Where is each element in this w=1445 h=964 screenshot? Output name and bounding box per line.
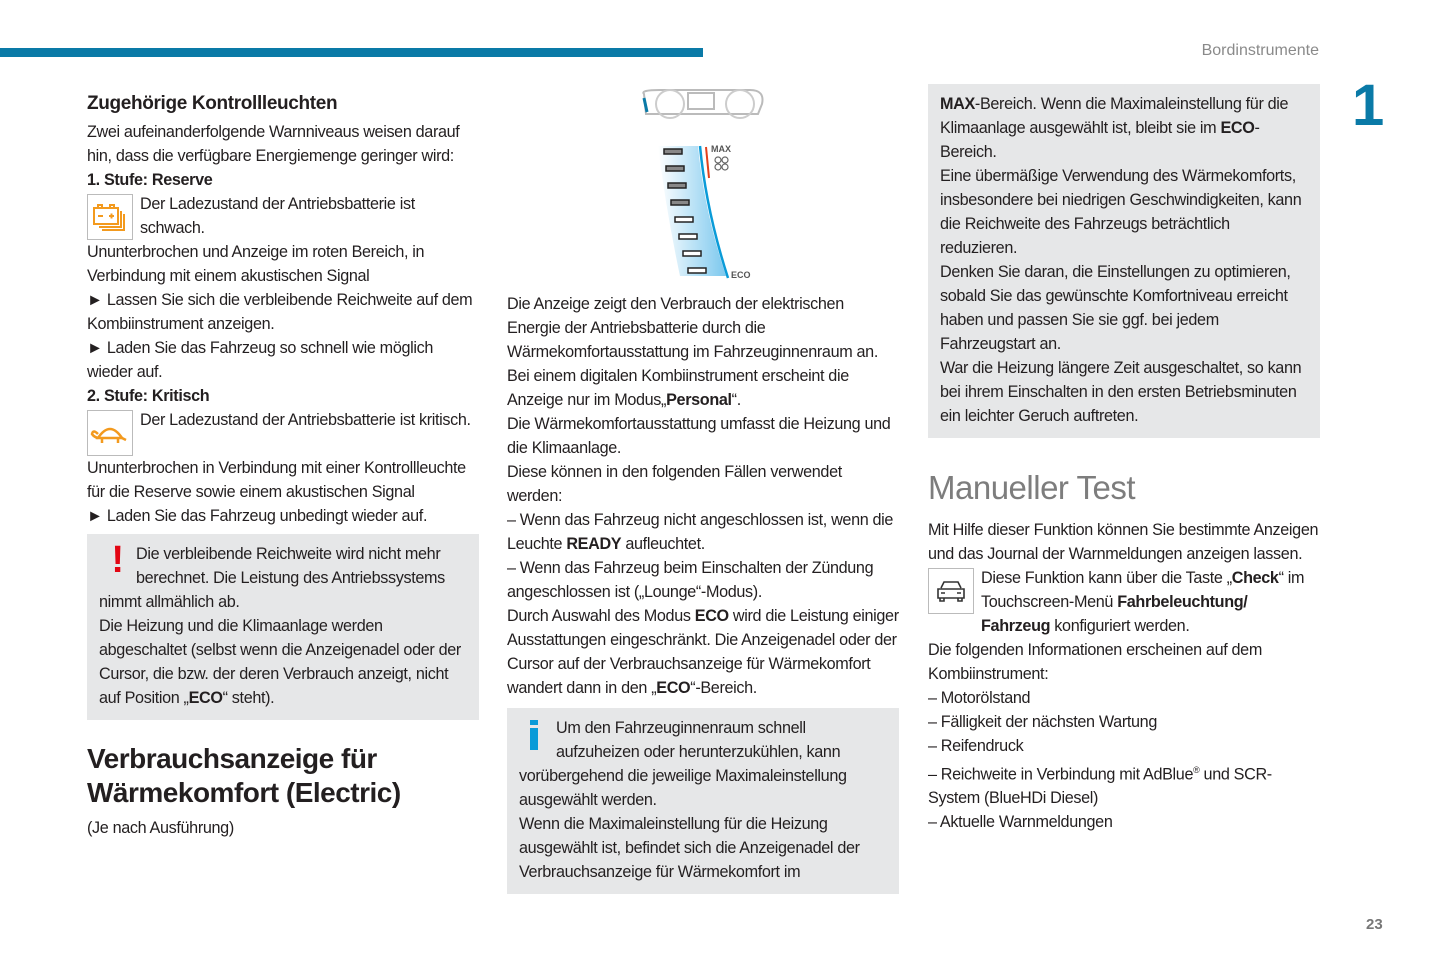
column-3	[928, 84, 1320, 834]
stage2-title: 2. Stufe: Kritisch	[87, 387, 210, 405]
battery-reserve-icon	[87, 194, 133, 240]
list-item: – Fälligkeit der nächsten Wartung	[928, 713, 1157, 731]
section-title: Bordinstrumente	[1201, 42, 1319, 59]
paragraph: Diese Funktion kann über die Taste „Check“ im Touchscreen-Menü Fahrbeleuchtung/ Fahrzeug konfiguriert werden.	[981, 569, 1305, 635]
info-text: Eine übermäßige Verwendung des Wärmekomforts, insbesondere bei niedrigen Geschwindigkeiten, kann die Reichweite des Fahrzeugs beträchtlich reduzieren.	[940, 167, 1302, 257]
warning-text: Die Heizung und die Klimaanlage werden abgeschaltet (selbst wenn die Anzeigenadel oder der Cursor, die bzw. der deren Verbrauch anzeigt, nicht auf Position „ECO“ steht).	[99, 617, 461, 707]
paragraph: Die folgenden Informationen erscheinen auf dem Kombiinstrument:	[928, 641, 1262, 683]
list-item: – Wenn das Fahrzeug beim Einschalten der Zündung angeschlossen ist („Lounge“-Modus).	[507, 559, 874, 601]
heading-manual-test: Manueller Test	[928, 469, 1136, 506]
list-item: – Reichweite in Verbindung mit AdBlue® und SCR-System (BlueHDi Diesel)	[928, 765, 1272, 808]
chapter-number: 1	[1352, 73, 1385, 138]
stage1-icon-text: Der Ladezustand der Antriebsbatterie ist schwach.	[140, 195, 415, 237]
paragraph: Die Wärmekomfortausstattung umfasst die Heizung und die Klimaanlage.	[507, 415, 891, 457]
gauge-max-label: MAX	[711, 144, 731, 154]
info-box	[507, 708, 899, 894]
stage1-title: 1. Stufe: Reserve	[87, 171, 213, 189]
info-box-continued	[928, 84, 1320, 438]
info-text: Um den Fahrzeuginnenraum schnell aufzuheizen oder herunterzukühlen, kann vorübergehend die jeweilige Maximaleinstellung ausgewählt werden.	[519, 719, 847, 809]
paragraph: Durch Auswahl des Modus ECO wird die Leistung einiger Ausstattungen eingeschränkt. Die Anzeigenadel oder der Cursor auf der Verbrauchsanzeige für Wärmekomfort wandert dann in den „ECO“-Bereich.	[507, 607, 899, 697]
info-text: Denken Sie daran, die Einstellungen zu optimieren, sobald Sie das gewünschte Komfortniveau erreicht haben und passen Sie sie ggf. bei jedem Fahrzeugstart an.	[940, 263, 1291, 353]
intro: Zwei aufeinanderfolgende Warnniveaus weisen darauf hin, dass die verfügbare Energiemenge geringer wird:	[87, 123, 460, 165]
warning-icon: !	[111, 539, 124, 581]
list-item: – Wenn das Fahrzeug nicht angeschlossen ist, wenn die Leuchte READY aufleuchtet.	[507, 511, 894, 553]
bullet: Laden Sie das Fahrzeug unbedingt wieder auf.	[106, 507, 428, 525]
list-item: – Aktuelle Warnmeldungen	[928, 813, 1113, 832]
stage2-icon-text: Der Ladezustand der Antriebsbatterie ist kritisch.	[140, 411, 471, 429]
stage2-desc: Ununterbrochen in Verbindung mit einer Kontrollleuchte für die Reserve sowie einem akustischen Signal	[87, 459, 466, 501]
info-text: War die Heizung längere Zeit ausgeschaltet, so kann bei ihrem Einschalten in den ersten Betriebsminuten ein leichter Geruch auftreten.	[940, 359, 1302, 425]
stage1-desc: Ununterbrochen und Anzeige im roten Bereich, in Verbindung mit einem akustischen Signal	[87, 243, 425, 285]
info-icon	[519, 716, 556, 760]
section-heading: Zugehörige Kontrollleuchten	[87, 93, 338, 114]
info-text: Wenn die Maximaleinstellung für die Heizung ausgewählt ist, befindet sich die Anzeigenadel der Verbrauchsanzeige für Wärmekomfort im	[519, 815, 860, 881]
heading-consumption-gauge: Verbrauchsanzeige für Wärmekomfort (Electric)	[87, 743, 401, 808]
paragraph: Bei einem digitalen Kombiinstrument erscheint die Anzeige nur im Modus„Personal“.	[507, 367, 849, 409]
list-item: – Motorölstand	[928, 689, 1031, 707]
column-2	[507, 292, 899, 894]
gauge-eco-label: ECO	[731, 270, 751, 280]
warning-text: Die verbleibende Reichweite wird nicht mehr berechnet. Die Leistung des Antriebssystems nimmt allmählich ab.	[99, 545, 445, 611]
subtitle: (Je nach Ausführung)	[87, 819, 234, 837]
heat-consumption-gauge-illustration	[630, 80, 780, 290]
list-item: – Reifendruck	[928, 737, 1024, 755]
info-text: MAX-Bereich. Wenn die Maximaleinstellung für die Klimaanlage ausgewählt ist, bleibt sie im ECO-Bereich.	[940, 95, 1289, 161]
bullet: Laden Sie das Fahrzeug so schnell wie möglich wieder auf.	[87, 339, 434, 381]
paragraph: Die Anzeige zeigt den Verbrauch der elektrischen Energie der Antriebsbatterie durch die Wärmekomfortausstattung im Fahrzeuginnenraum an.	[507, 295, 878, 361]
warning-box	[87, 534, 479, 720]
car-icon	[928, 568, 974, 614]
turtle-icon	[87, 410, 133, 456]
fan-icon	[715, 157, 728, 170]
header-bar	[0, 48, 703, 57]
paragraph: Mit Hilfe dieser Funktion können Sie bestimmte Anzeigen und das Journal der Warnmeldungen anzeigen lassen.	[928, 521, 1319, 563]
bullet: Lassen Sie sich die verbleibende Reichweite auf dem Kombiinstrument anzeigen.	[87, 291, 473, 333]
paragraph: Diese können in den folgenden Fällen verwendet werden:	[507, 463, 842, 505]
page-number: 23	[1366, 916, 1383, 933]
column-1: Zugehörige Kontrollleuchten Zwei aufeinanderfolgende Warnniveaus weisen darauf hin, dass die verfügbare Energiemenge geringer wird: 1. Stufe: Reserve Der Ladezustand der Antriebsbatterie ist schwach. Ununterbrochen und Anzeige im roten Bereich, in Verbindung mit einem akustischen Signal ► Lassen Sie sich die verbleibende Reichweite auf dem Kombiinstrument anzeigen. ► Laden Sie das Fahrzeug so schnell wie möglich wieder auf. 2. Stufe: Kritisch Der Ladezustand der Antriebsbatterie ist kritisch. Ununterbrochen in Verbindung mit einer Kontrollleuchte für die Reserve sowie einem akustischen Signal ► Laden Sie das Fahrzeug unbedingt wieder auf. ! Die verbleibende Reichweite wird nicht mehr berechnet. Die Leistung des Antriebssystems nimmt allmählich ab. Die Heizung und die Klimaanlage werden abgeschaltet (selbst wenn die Anzeigenadel oder der Cursor, die bzw. der deren Verbrauch anzeigt, nicht auf Position „ECO“ steht). Verbrauchsanzeige für Wärmekomfort (Electric) (Je nach Ausführung)	[87, 92, 479, 840]
